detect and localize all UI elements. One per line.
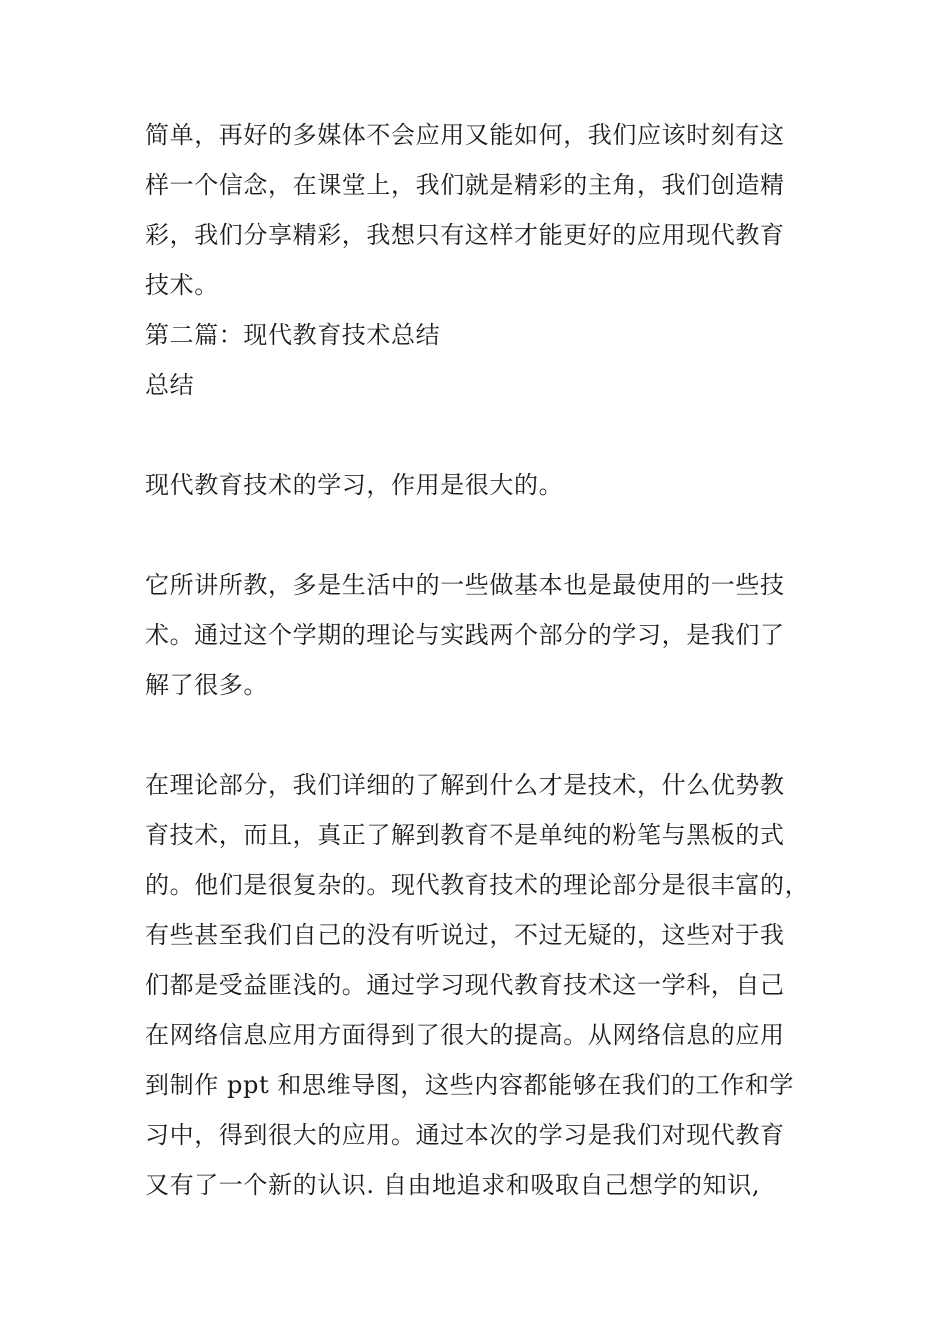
- section-subheading: 总结: [145, 371, 195, 399]
- paragraph-line: 在网络信息应用方面得到了很大的提高。从网络信息的应用: [145, 1021, 785, 1049]
- paragraph-line: 的。他们是很复杂的。现代教育技术的理论部分是很丰富的，: [145, 871, 810, 899]
- paragraph-line: 现代教育技术的学习，作用是很大的。: [145, 471, 564, 499]
- paragraph-line: 们都是受益匪浅的。通过学习现代教育技术这一学科，自己: [145, 971, 785, 999]
- paragraph-line: 简单，再好的多媒体不会应用又能如何，我们应该时刻有这: [145, 121, 785, 149]
- paragraph-line: 它所讲所教，多是生活中的一些做基本也是最使用的一些技: [145, 571, 785, 599]
- paragraph-line: 到制作 ppt 和思维导图，这些内容都能够在我们的工作和学: [145, 1071, 795, 1099]
- paragraph-line: 样一个信念，在课堂上，我们就是精彩的主角，我们创造精: [145, 171, 785, 199]
- paragraph-line: 育技术，而且，真正了解到教育不是单纯的粉笔与黑板的式: [145, 821, 785, 849]
- section-heading: 第二篇：现代教育技术总结: [145, 321, 441, 349]
- paragraph-line: 习中，得到很大的应用。通过本次的学习是我们对现代教育: [145, 1121, 785, 1149]
- paragraph-line: 在理论部分，我们详细的了解到什么才是技术，什么优势教: [145, 771, 785, 799]
- paragraph-line: 解了很多。: [145, 671, 268, 699]
- paragraph-line: 彩，我们分享精彩，我想只有这样才能更好的应用现代教育: [145, 221, 785, 249]
- paragraph-line: 术。通过这个学期的理论与实践两个部分的学习，是我们了: [145, 621, 785, 649]
- paragraph-line: 技术。: [145, 271, 219, 299]
- paragraph-line: 又有了一个新的认识. 自由地追求和吸取自己想学的知识,: [145, 1171, 761, 1199]
- paragraph-line: 有些甚至我们自己的没有听说过，不过无疑的，这些对于我: [145, 921, 785, 949]
